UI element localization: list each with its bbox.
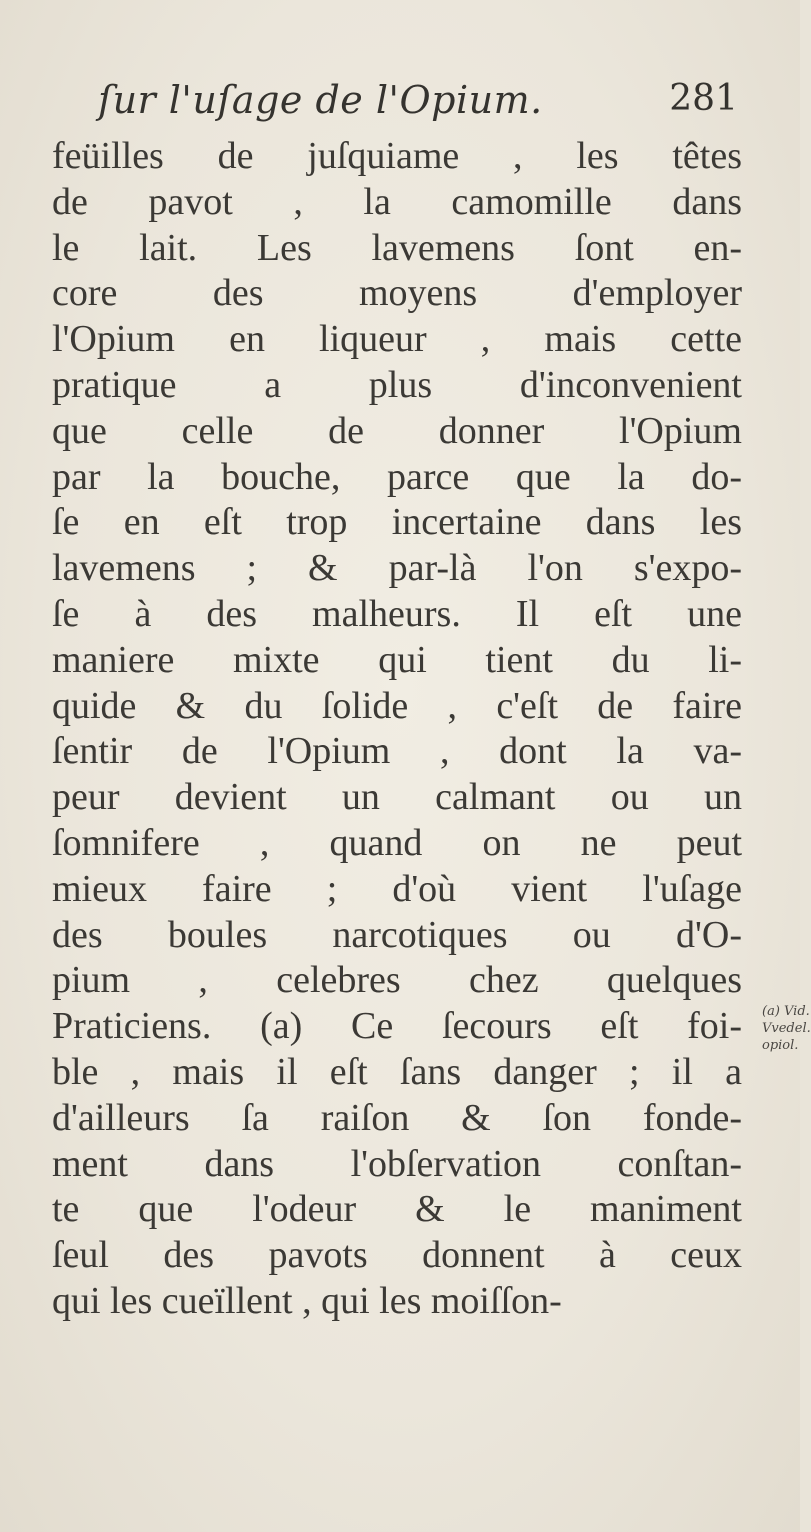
text-line: ſomnifere , quand on ne peut [52, 821, 742, 864]
text-line: maniere mixte qui tient du li- [52, 638, 742, 681]
text-line: core des moyens d'employer [52, 272, 742, 315]
body-text [52, 134, 742, 1325]
text-line: ment dans l'obſervation conſtan- [52, 1142, 742, 1185]
text-line: peur devient un calmant ou un [52, 776, 742, 819]
text-line: lavemens ; & par-là l'on s'expo- [52, 547, 742, 590]
text-line: mieux faire ; d'où vient l'uſage [52, 867, 742, 910]
text-line: ble , mais il eſt ſans danger ; il a [52, 1050, 742, 1093]
text-line: te que l'odeur & le maniment [52, 1188, 742, 1231]
text-line: feüilles de juſquiame , les têtes [52, 135, 742, 177]
text-line: d'ailleurs ſa raiſon & ſon fonde- [52, 1096, 742, 1139]
page-number: 281 [669, 78, 738, 119]
page-header [98, 78, 738, 134]
text-line: que celle de donner l'Opium [52, 409, 742, 452]
text-line: de pavot , la camomille dans [52, 180, 742, 223]
running-head: ſur l'uſage de l'Opium. [98, 78, 543, 122]
text-line: pratique a plus d'inconvenient [52, 363, 742, 406]
margin-note [762, 1003, 811, 1054]
text-line: Praticiens. (a) Ce ſecours eſt foi- [52, 1005, 742, 1048]
text-line: ſe en eſt trop incertaine dans les [52, 501, 742, 544]
text-line: ſeul des pavots donnent à ceux [52, 1234, 742, 1277]
margin-note-line: opiol. [762, 1038, 799, 1053]
text-line: le lait. Les lavemens ſont en- [52, 226, 742, 269]
margin-note-line: (a) Vid. [762, 1004, 810, 1019]
margin-note-line: Vvedel. [762, 1021, 811, 1036]
text-line: par la bouche, parce que la do- [52, 455, 742, 498]
text-line: pium , celebres chez quelques [52, 959, 742, 1002]
text-line: des boules narcotiques ou d'O- [52, 913, 742, 956]
text-line: l'Opium en liqueur , mais cette [52, 318, 742, 361]
text-line: ſe à des malheurs. Il eſt une [52, 592, 742, 635]
text-line: ſentir de l'Opium , dont la va- [52, 730, 742, 773]
text-line: qui les cueïllent , qui les moiſſon- [52, 1279, 562, 1322]
text-line: quide & du ſolide , c'eſt de faire [52, 684, 742, 727]
